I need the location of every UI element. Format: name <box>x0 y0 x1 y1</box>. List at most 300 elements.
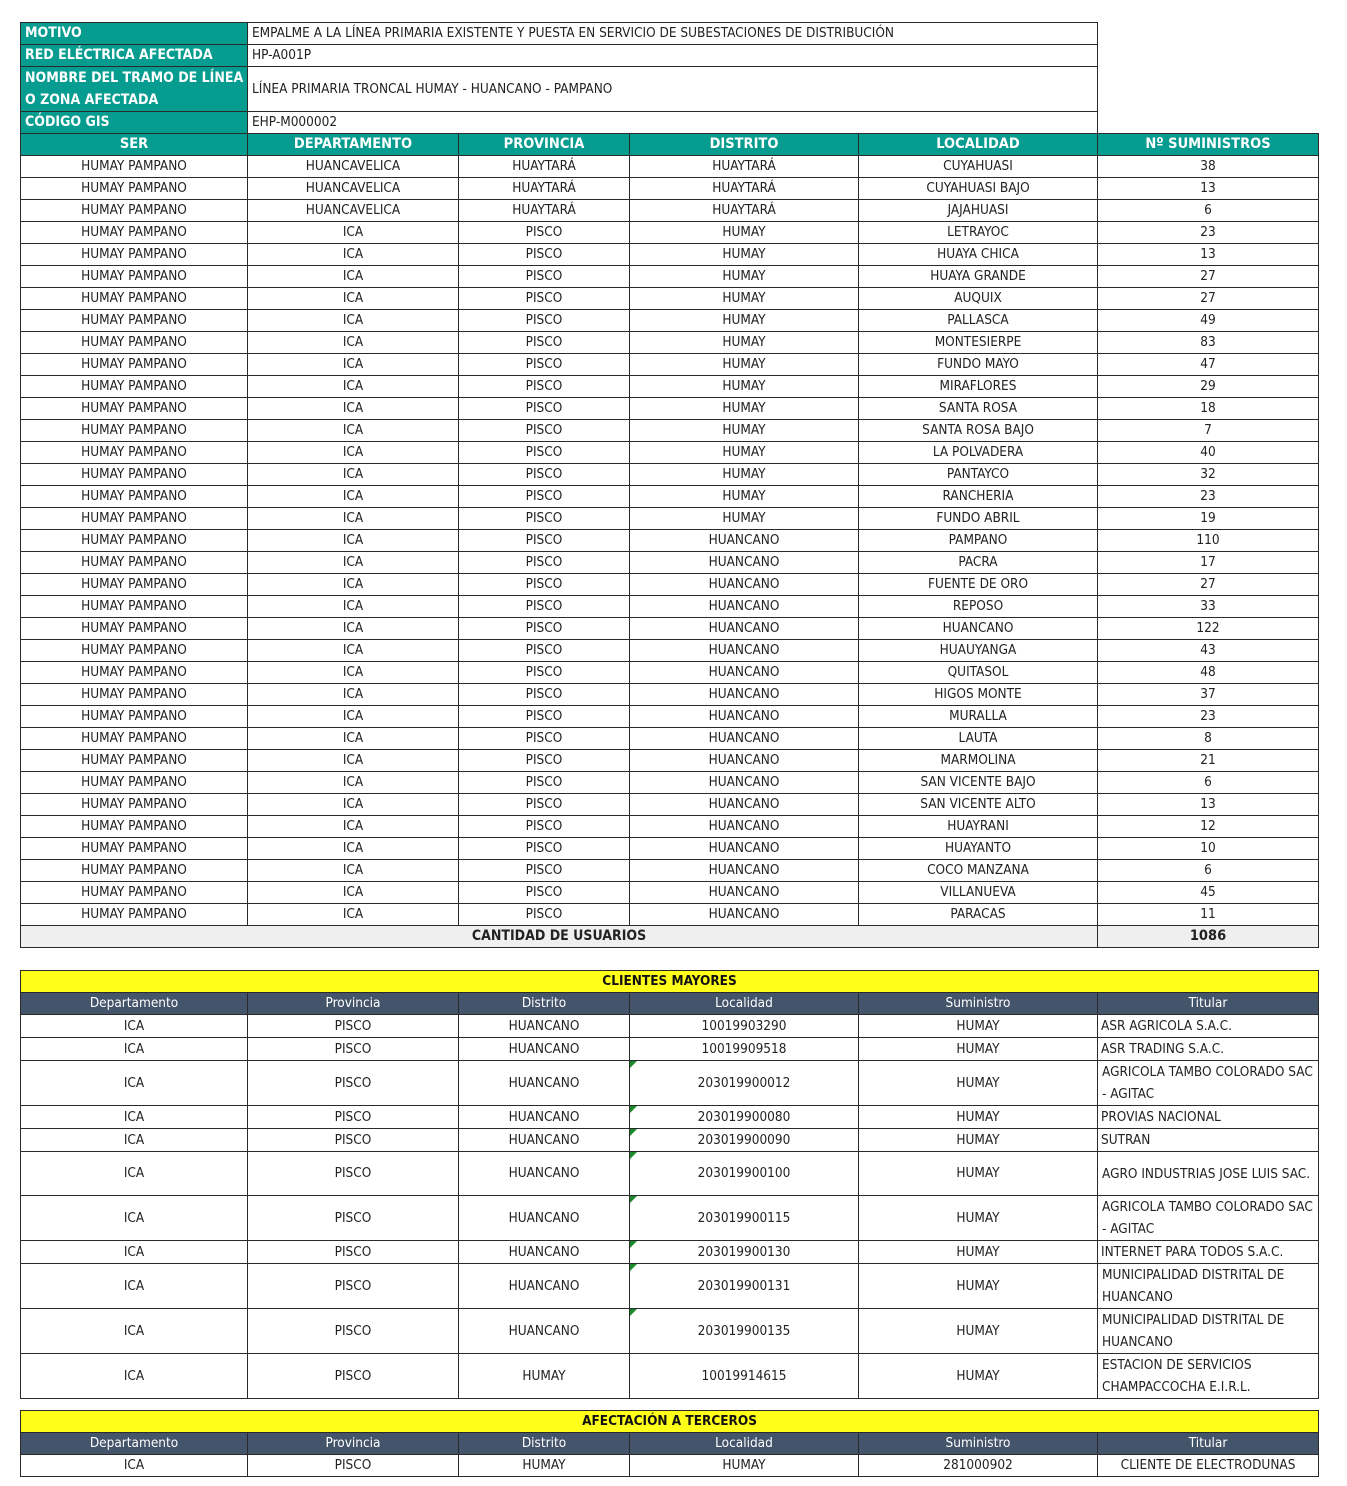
table-cell[interactable]: HUMAY <box>859 1129 1098 1152</box>
table-cell[interactable]: HUAYTARÁ <box>459 178 630 200</box>
table-cell[interactable]: HUMAY <box>630 332 859 354</box>
table-cell[interactable]: HUANCANO <box>630 662 859 684</box>
table-cell[interactable]: 10 <box>1098 838 1319 860</box>
table-cell[interactable]: HUMAY PAMPANO <box>21 244 248 266</box>
table-cell[interactable]: 203019900090 <box>630 1129 859 1152</box>
table-cell[interactable]: 83 <box>1098 332 1319 354</box>
table-cell[interactable]: PISCO <box>248 1354 459 1399</box>
gis-value[interactable]: EHP-M000002 <box>248 112 1098 134</box>
table-cell[interactable]: 29 <box>1098 376 1319 398</box>
table-cell[interactable]: REPOSO <box>859 596 1098 618</box>
table-cell[interactable]: HUMAY PAMPANO <box>21 508 248 530</box>
table-cell[interactable]: 48 <box>1098 662 1319 684</box>
table-cell[interactable]: 6 <box>1098 860 1319 882</box>
table-cell[interactable]: HUAYRANI <box>859 816 1098 838</box>
table-cell[interactable]: HUMAY PAMPANO <box>21 772 248 794</box>
table-cell[interactable]: HUANCANO <box>459 1264 630 1309</box>
table-cell[interactable]: 6 <box>1098 772 1319 794</box>
table-cell[interactable]: HUANCANO <box>630 904 859 926</box>
table-cell[interactable]: HUMAY PAMPANO <box>21 662 248 684</box>
table-cell[interactable]: HUMAY <box>859 1264 1098 1309</box>
table-cell[interactable]: PISCO <box>459 442 630 464</box>
tramo-value[interactable]: LÍNEA PRIMARIA TRONCAL HUMAY - HUANCANO - PAMPANO <box>248 67 1098 112</box>
table-cell[interactable]: ICA <box>248 596 459 618</box>
table-cell[interactable]: 6 <box>1098 200 1319 222</box>
table-cell[interactable]: ICA <box>248 420 459 442</box>
table-cell[interactable]: PISCO <box>248 1455 459 1477</box>
table-cell[interactable]: HUAYTARÁ <box>630 200 859 222</box>
table-cell[interactable]: CLIENTE DE ELECTRODUNAS <box>1098 1455 1319 1477</box>
table-cell[interactable]: LAUTA <box>859 728 1098 750</box>
table-cell[interactable]: PISCO <box>459 640 630 662</box>
table-cell[interactable]: ICA <box>248 772 459 794</box>
col-header: Suministro <box>859 993 1098 1015</box>
table-cell[interactable]: PISCO <box>459 662 630 684</box>
table-cell[interactable]: ICA <box>248 398 459 420</box>
table-cell[interactable]: HUMAY PAMPANO <box>21 816 248 838</box>
table-cell[interactable]: HUMAY PAMPANO <box>21 288 248 310</box>
table-cell[interactable]: 203019900131 <box>630 1264 859 1309</box>
table-cell[interactable]: QUITASOL <box>859 662 1098 684</box>
table-cell[interactable]: CUYAHUASI <box>859 156 1098 178</box>
table-cell[interactable]: 122 <box>1098 618 1319 640</box>
table-cell[interactable]: HUANCANO <box>630 706 859 728</box>
table-cell[interactable]: PISCO <box>459 596 630 618</box>
table-cell[interactable]: HUMAY PAMPANO <box>21 552 248 574</box>
table-cell[interactable]: INTERNET PARA TODOS S.A.C. <box>1098 1241 1319 1264</box>
table-row <box>21 618 1319 640</box>
table-cell[interactable]: PISCO <box>459 222 630 244</box>
table-cell[interactable]: ICA <box>248 552 459 574</box>
table-cell[interactable]: PISCO <box>459 860 630 882</box>
table-cell[interactable]: ICA <box>248 332 459 354</box>
table-cell[interactable]: PROVIAS NACIONAL <box>1098 1106 1319 1129</box>
table-cell[interactable]: CUYAHUASI BAJO <box>859 178 1098 200</box>
table-cell[interactable]: ICA <box>21 1264 248 1309</box>
table-cell[interactable]: 10019914615 <box>630 1354 859 1399</box>
table-cell[interactable]: HUMAY PAMPANO <box>21 222 248 244</box>
table-cell[interactable]: PISCO <box>459 750 630 772</box>
table-cell[interactable]: HUMAY <box>630 442 859 464</box>
table-cell[interactable]: ICA <box>248 222 459 244</box>
table-cell[interactable]: HUMAY PAMPANO <box>21 596 248 618</box>
table-cell[interactable]: HUMAY PAMPANO <box>21 310 248 332</box>
table-cell[interactable]: VILLANUEVA <box>859 882 1098 904</box>
table-cell[interactable]: HUANCANO <box>630 684 859 706</box>
table-cell[interactable]: HUMAY PAMPANO <box>21 904 248 926</box>
table-cell[interactable]: PISCO <box>459 420 630 442</box>
table-cell[interactable]: HUAYA GRANDE <box>859 266 1098 288</box>
table-cell[interactable]: HUANCANO <box>630 640 859 662</box>
table-cell[interactable]: ICA <box>21 1354 248 1399</box>
table-cell[interactable]: HUMAY PAMPANO <box>21 794 248 816</box>
table-cell[interactable]: AUQUIX <box>859 288 1098 310</box>
table-cell[interactable]: HUMAY PAMPANO <box>21 398 248 420</box>
table-cell[interactable]: HUANCANO <box>459 1196 630 1241</box>
table-cell[interactable]: PISCO <box>459 464 630 486</box>
table-cell[interactable]: ICA <box>248 904 459 926</box>
table-cell[interactable]: 18 <box>1098 398 1319 420</box>
table-cell[interactable]: SAN VICENTE ALTO <box>859 794 1098 816</box>
table-cell[interactable]: HUANCANO <box>630 574 859 596</box>
table-cell[interactable]: HUANCANO <box>630 794 859 816</box>
table-cell[interactable]: ICA <box>248 354 459 376</box>
table-cell[interactable]: PISCO <box>459 882 630 904</box>
table-cell[interactable]: HUANCANO <box>859 618 1098 640</box>
table-cell[interactable]: HUANCANO <box>459 1309 630 1354</box>
table-cell[interactable]: 27 <box>1098 574 1319 596</box>
table-cell[interactable]: HUMAY <box>859 1354 1098 1399</box>
table-cell[interactable]: ICA <box>21 1061 248 1106</box>
table-cell[interactable]: HUMAY PAMPANO <box>21 332 248 354</box>
table-cell[interactable]: HUMAY <box>630 288 859 310</box>
table-cell[interactable]: PISCO <box>248 1309 459 1354</box>
table-cell[interactable]: HUMAY PAMPANO <box>21 442 248 464</box>
table-cell[interactable]: HUMAY PAMPANO <box>21 486 248 508</box>
table-cell[interactable]: HUMAY PAMPANO <box>21 354 248 376</box>
table-cell[interactable]: HUANCAVELICA <box>248 156 459 178</box>
table-cell[interactable]: HIGOS MONTE <box>859 684 1098 706</box>
table-cell[interactable]: LA POLVADERA <box>859 442 1098 464</box>
table-cell[interactable]: 203019900100 <box>630 1152 859 1196</box>
table-cell[interactable]: HUMAY <box>630 376 859 398</box>
table-cell[interactable]: 21 <box>1098 750 1319 772</box>
table-cell[interactable]: ICA <box>248 684 459 706</box>
table-cell[interactable]: HUMAY <box>630 508 859 530</box>
table-cell[interactable]: ICA <box>21 1038 248 1061</box>
table-cell[interactable]: ICA <box>248 816 459 838</box>
table-cell[interactable]: HUANCANO <box>630 816 859 838</box>
table-row <box>21 530 1319 552</box>
table-cell[interactable]: PISCO <box>248 1241 459 1264</box>
table-cell[interactable]: ICA <box>248 574 459 596</box>
table-cell[interactable]: 27 <box>1098 288 1319 310</box>
table-row <box>21 200 1319 222</box>
table-cell[interactable]: HUAYTARÁ <box>630 178 859 200</box>
table-cell[interactable]: PISCO <box>248 1038 459 1061</box>
table-cell[interactable]: 38 <box>1098 156 1319 178</box>
table-cell[interactable]: JAJAHUASI <box>859 200 1098 222</box>
table-cell[interactable]: MUNICIPALIDAD DISTRITAL DE HUANCANO <box>1098 1309 1319 1354</box>
table-cell[interactable]: 11 <box>1098 904 1319 926</box>
table-cell[interactable]: HUMAY <box>859 1061 1098 1106</box>
table-cell[interactable]: PISCO <box>248 1106 459 1129</box>
table-cell[interactable]: HUANCANO <box>630 838 859 860</box>
table-cell[interactable]: HUAYANTO <box>859 838 1098 860</box>
table-cell[interactable]: HUAUYANGA <box>859 640 1098 662</box>
table-cell[interactable]: PISCO <box>459 244 630 266</box>
table-cell[interactable]: 203019900115 <box>630 1196 859 1241</box>
table-cell[interactable]: AGRO INDUSTRIAS JOSE LUIS SAC. <box>1098 1152 1319 1196</box>
table-cell[interactable]: ICA <box>248 750 459 772</box>
table-cell[interactable]: HUMAY <box>859 1106 1098 1129</box>
table-cell[interactable]: 40 <box>1098 442 1319 464</box>
table-cell[interactable]: ICA <box>248 706 459 728</box>
table-cell[interactable]: HUANCANO <box>459 1038 630 1061</box>
table-cell[interactable]: ICA <box>248 838 459 860</box>
table-cell[interactable]: ASR TRADING S.A.C. <box>1098 1038 1319 1061</box>
table-cell[interactable]: PISCO <box>459 618 630 640</box>
table-cell[interactable]: HUMAY <box>630 354 859 376</box>
table-cell[interactable]: HUMAY PAMPANO <box>21 860 248 882</box>
table-cell[interactable]: 12 <box>1098 816 1319 838</box>
table-cell[interactable]: SANTA ROSA <box>859 398 1098 420</box>
table-cell[interactable]: PISCO <box>459 266 630 288</box>
table-cell[interactable]: 32 <box>1098 464 1319 486</box>
table-cell[interactable]: HUMAY <box>630 398 859 420</box>
table-cell[interactable]: 49 <box>1098 310 1319 332</box>
table-cell[interactable]: RANCHERIA <box>859 486 1098 508</box>
table-row <box>21 156 1319 178</box>
table-cell[interactable]: HUANCAVELICA <box>248 200 459 222</box>
table-cell[interactable]: HUANCAVELICA <box>248 178 459 200</box>
table-cell[interactable]: ESTACION DE SERVICIOS CHAMPACCOCHA E.I.R.L. <box>1098 1354 1319 1399</box>
table-cell[interactable]: FUNDO ABRIL <box>859 508 1098 530</box>
table-cell[interactable]: PISCO <box>459 706 630 728</box>
table-cell[interactable]: PISCO <box>248 1152 459 1196</box>
table-cell[interactable]: HUANCANO <box>630 728 859 750</box>
table-row <box>21 288 1319 310</box>
table-cell[interactable]: 45 <box>1098 882 1319 904</box>
table-cell[interactable]: PISCO <box>459 552 630 574</box>
table-row <box>21 596 1319 618</box>
table-cell[interactable]: MARMOLINA <box>859 750 1098 772</box>
table-cell[interactable]: HUMAY <box>630 486 859 508</box>
table-cell[interactable]: ICA <box>248 508 459 530</box>
table-cell[interactable]: HUMAY PAMPANO <box>21 266 248 288</box>
table-cell[interactable]: HUAYTARÁ <box>459 200 630 222</box>
table-cell[interactable]: HUANCANO <box>630 882 859 904</box>
table-cell[interactable]: PISCO <box>459 310 630 332</box>
table-cell[interactable]: PALLASCA <box>859 310 1098 332</box>
table-cell[interactable]: HUMAY PAMPANO <box>21 882 248 904</box>
table-cell[interactable]: PAMPANO <box>859 530 1098 552</box>
table-cell[interactable]: HUMAY <box>859 1015 1098 1038</box>
red-row <box>21 45 1319 67</box>
table-cell[interactable]: ICA <box>21 1152 248 1196</box>
table-cell[interactable]: ICA <box>248 376 459 398</box>
table-cell[interactable]: LETRAYOC <box>859 222 1098 244</box>
table-cell[interactable]: 10019903290 <box>630 1015 859 1038</box>
table-cell[interactable]: HUANCANO <box>630 772 859 794</box>
table-cell[interactable]: HUMAY PAMPANO <box>21 464 248 486</box>
table-cell[interactable]: HUMAY PAMPANO <box>21 706 248 728</box>
table-cell[interactable]: ICA <box>248 244 459 266</box>
table-cell[interactable]: HUMAY <box>630 222 859 244</box>
table-cell[interactable]: HUMAY <box>859 1038 1098 1061</box>
table-cell[interactable]: ICA <box>248 530 459 552</box>
table-cell[interactable]: PISCO <box>459 904 630 926</box>
table-cell[interactable]: PACRA <box>859 552 1098 574</box>
table-cell[interactable]: 203019900130 <box>630 1241 859 1264</box>
table-cell[interactable]: PISCO <box>459 354 630 376</box>
table-cell[interactable]: 37 <box>1098 684 1319 706</box>
table-cell[interactable]: PISCO <box>248 1196 459 1241</box>
red-value[interactable]: HP-A001P <box>248 45 1098 67</box>
table-cell[interactable]: PISCO <box>459 574 630 596</box>
table-cell[interactable]: HUANCANO <box>459 1129 630 1152</box>
table-cell[interactable]: 203019900012 <box>630 1061 859 1106</box>
table-cell[interactable]: MONTESIERPE <box>859 332 1098 354</box>
table-cell[interactable]: HUMAY <box>459 1455 630 1477</box>
table-cell[interactable]: 8 <box>1098 728 1319 750</box>
table-cell[interactable]: HUANCANO <box>630 596 859 618</box>
table-cell[interactable]: PISCO <box>459 530 630 552</box>
table-cell[interactable]: HUANCANO <box>459 1106 630 1129</box>
table-cell[interactable]: HUMAY PAMPANO <box>21 728 248 750</box>
table-cell[interactable]: HUMAY <box>859 1196 1098 1241</box>
table-cell[interactable]: HUAYA CHICA <box>859 244 1098 266</box>
table-cell[interactable]: HUMAY PAMPANO <box>21 574 248 596</box>
table-cell[interactable]: 110 <box>1098 530 1319 552</box>
table-cell[interactable]: 23 <box>1098 222 1319 244</box>
table-cell[interactable]: 47 <box>1098 354 1319 376</box>
table-cell[interactable]: PISCO <box>248 1061 459 1106</box>
table-cell[interactable]: 19 <box>1098 508 1319 530</box>
table-cell[interactable]: HUMAY <box>859 1241 1098 1264</box>
terceros-title: AFECTACIÓN A TERCEROS <box>21 1411 1319 1433</box>
table-cell[interactable]: ICA <box>248 442 459 464</box>
table-cell[interactable]: 27 <box>1098 266 1319 288</box>
table-cell[interactable]: HUMAY PAMPANO <box>21 750 248 772</box>
table-cell[interactable]: ICA <box>248 882 459 904</box>
table-cell[interactable]: HUAYTARÁ <box>630 156 859 178</box>
table-cell[interactable]: HUMAY <box>630 310 859 332</box>
table-cell[interactable]: AGRICOLA TAMBO COLORADO SAC - AGITAC <box>1098 1196 1319 1241</box>
table-cell[interactable]: HUMAY <box>630 244 859 266</box>
table-cell[interactable]: HUANCANO <box>459 1061 630 1106</box>
table-cell[interactable]: HUMAY <box>859 1152 1098 1196</box>
table-cell[interactable]: HUMAY PAMPANO <box>21 530 248 552</box>
table-cell[interactable]: HUMAY PAMPANO <box>21 376 248 398</box>
table-cell[interactable]: ICA <box>248 310 459 332</box>
table-cell[interactable]: HUANCANO <box>630 552 859 574</box>
table-cell[interactable]: 10019909518 <box>630 1038 859 1061</box>
table-cell[interactable]: ICA <box>248 618 459 640</box>
table-cell[interactable]: AGRICOLA TAMBO COLORADO SAC - AGITAC <box>1098 1061 1319 1106</box>
table-cell[interactable]: 33 <box>1098 596 1319 618</box>
table-cell[interactable]: ICA <box>248 266 459 288</box>
table-cell[interactable]: 17 <box>1098 552 1319 574</box>
table-cell[interactable]: ICA <box>248 464 459 486</box>
table-cell[interactable]: HUANCANO <box>630 860 859 882</box>
table-cell[interactable]: ICA <box>248 794 459 816</box>
table-cell[interactable]: PISCO <box>459 486 630 508</box>
table-cell[interactable]: PISCO <box>459 794 630 816</box>
clientes-header-row <box>21 993 1319 1015</box>
table-cell[interactable]: 203019900135 <box>630 1309 859 1354</box>
table-cell[interactable]: PISCO <box>459 332 630 354</box>
table-cell[interactable]: HUMAY PAMPANO <box>21 838 248 860</box>
table-cell[interactable]: HUAYTARÁ <box>459 156 630 178</box>
table-cell[interactable]: PISCO <box>459 684 630 706</box>
table-cell[interactable]: PISCO <box>248 1015 459 1038</box>
table-cell[interactable]: HUMAY PAMPANO <box>21 640 248 662</box>
table-cell[interactable]: 7 <box>1098 420 1319 442</box>
table-cell[interactable]: HUANCANO <box>630 618 859 640</box>
table-cell[interactable]: HUMAY PAMPANO <box>21 178 248 200</box>
table-cell[interactable]: SUTRAN <box>1098 1129 1319 1152</box>
table-cell[interactable]: PISCO <box>459 376 630 398</box>
table-row <box>21 420 1319 442</box>
table-cell[interactable]: ICA <box>248 288 459 310</box>
total-label: CANTIDAD DE USUARIOS <box>21 926 1098 948</box>
table-cell[interactable]: PARACAS <box>859 904 1098 926</box>
table-cell[interactable]: MIRAFLORES <box>859 376 1098 398</box>
table-cell[interactable]: PISCO <box>459 288 630 310</box>
table-cell[interactable]: ICA <box>21 1241 248 1264</box>
table-cell[interactable]: 13 <box>1098 794 1319 816</box>
table-cell[interactable]: ICA <box>248 728 459 750</box>
table-cell[interactable]: HUMAY PAMPANO <box>21 684 248 706</box>
table-cell[interactable]: HUMAY PAMPANO <box>21 156 248 178</box>
table-cell[interactable]: HUANCANO <box>630 750 859 772</box>
table-cell[interactable]: HUMAY <box>630 1455 859 1477</box>
table-cell[interactable]: 13 <box>1098 178 1319 200</box>
table-cell[interactable]: 13 <box>1098 244 1319 266</box>
table-cell[interactable]: ICA <box>248 486 459 508</box>
table-cell[interactable]: HUMAY <box>459 1354 630 1399</box>
table-cell[interactable]: PISCO <box>459 508 630 530</box>
table-cell[interactable]: PISCO <box>459 728 630 750</box>
table-cell[interactable]: ICA <box>248 640 459 662</box>
table-cell[interactable]: ICA <box>21 1106 248 1129</box>
motivo-value[interactable]: EMPALME A LA LÍNEA PRIMARIA EXISTENTE Y PUESTA EN SERVICIO DE SUBESTACIONES DE DISTRIBUCIÓN <box>248 23 1098 45</box>
table-cell[interactable]: HUMAY PAMPANO <box>21 618 248 640</box>
table-cell[interactable]: SANTA ROSA BAJO <box>859 420 1098 442</box>
table-cell[interactable]: PISCO <box>248 1264 459 1309</box>
table-cell[interactable]: ICA <box>21 1196 248 1241</box>
table-cell[interactable]: MUNICIPALIDAD DISTRITAL DE HUANCANO <box>1098 1264 1319 1309</box>
table-cell[interactable]: HUMAY PAMPANO <box>21 200 248 222</box>
table-cell[interactable]: 281000902 <box>859 1455 1098 1477</box>
table-cell[interactable]: HUANCANO <box>459 1241 630 1264</box>
table-cell[interactable]: ICA <box>248 662 459 684</box>
table-cell[interactable]: 23 <box>1098 706 1319 728</box>
table-cell[interactable]: PISCO <box>248 1129 459 1152</box>
table-cell[interactable]: PANTAYCO <box>859 464 1098 486</box>
table-cell[interactable]: PISCO <box>459 772 630 794</box>
table-cell[interactable]: COCO MANZANA <box>859 860 1098 882</box>
table-cell[interactable]: HUMAY <box>630 420 859 442</box>
table-cell[interactable]: ICA <box>21 1455 248 1477</box>
table-cell[interactable]: HUANCANO <box>459 1015 630 1038</box>
table-cell[interactable]: ASR AGRICOLA S.A.C. <box>1098 1015 1319 1038</box>
table-cell[interactable]: HUMAY PAMPANO <box>21 420 248 442</box>
table-cell[interactable]: ICA <box>21 1309 248 1354</box>
table-cell[interactable]: HUANCANO <box>630 530 859 552</box>
table-cell[interactable]: HUANCANO <box>459 1152 630 1196</box>
total-value[interactable]: 1086 <box>1098 926 1319 948</box>
table-cell[interactable]: PISCO <box>459 816 630 838</box>
table-cell[interactable]: HUMAY <box>630 266 859 288</box>
clientes-mayores-table <box>20 970 1319 1399</box>
table-cell[interactable]: FUNDO MAYO <box>859 354 1098 376</box>
table-cell[interactable]: HUMAY <box>859 1309 1098 1354</box>
table-cell[interactable]: SAN VICENTE BAJO <box>859 772 1098 794</box>
table-cell[interactable]: ICA <box>21 1015 248 1038</box>
table-cell[interactable]: ICA <box>248 860 459 882</box>
table-cell[interactable]: MURALLA <box>859 706 1098 728</box>
table-cell[interactable]: ICA <box>21 1129 248 1152</box>
table-cell[interactable]: PISCO <box>459 838 630 860</box>
table-cell[interactable]: PISCO <box>459 398 630 420</box>
table-cell[interactable]: HUMAY <box>630 464 859 486</box>
table-cell[interactable]: 203019900080 <box>630 1106 859 1129</box>
table-cell[interactable]: FUENTE DE ORO <box>859 574 1098 596</box>
table-cell[interactable]: 23 <box>1098 486 1319 508</box>
table-cell[interactable]: 43 <box>1098 640 1319 662</box>
